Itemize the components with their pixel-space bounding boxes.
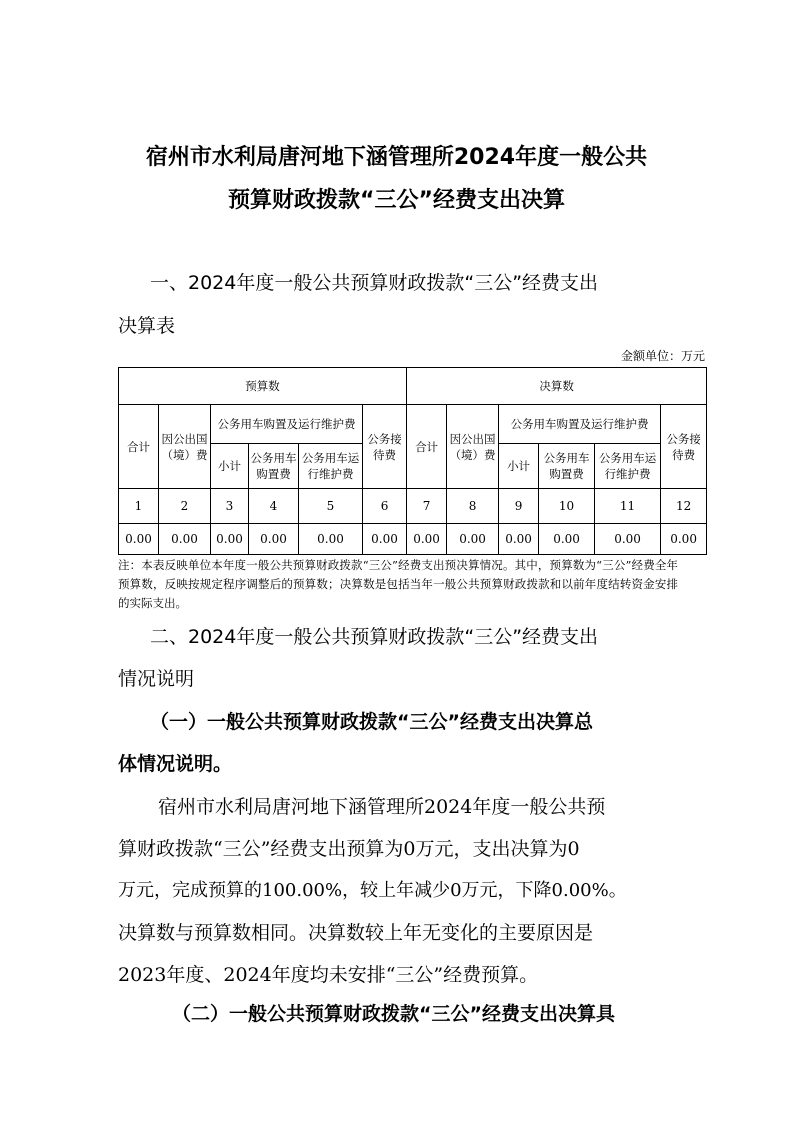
subsection-1-heading-line-1: （一）一般公共预算财政拨款“三公”经费支出决算总	[150, 711, 593, 733]
subsection-2-heading-line-1: （二）一般公共预算财政拨款“三公”经费支出决算具	[172, 1003, 615, 1025]
final-total-header: 合计	[407, 405, 447, 489]
value-cell: 0.00	[159, 524, 211, 555]
index-cell: 5	[299, 489, 363, 524]
value-cell: 0.00	[119, 524, 159, 555]
final-subtotal-header: 小计	[499, 444, 539, 489]
budget-maintenance-header: 公务用车运 行维护费	[299, 444, 363, 489]
value-cell: 0.00	[539, 524, 595, 555]
value-cell: 0.00	[447, 524, 499, 555]
subsection-1-heading-line-2: 体情况说明。	[118, 753, 233, 775]
final-reception-header: 公务接 待费	[661, 405, 707, 489]
index-cell: 6	[363, 489, 407, 524]
budget-purchase-header: 公务用车 购置费	[249, 444, 299, 489]
index-cell: 10	[539, 489, 595, 524]
index-cell: 7	[407, 489, 447, 524]
index-cell: 9	[499, 489, 539, 524]
section-2-heading-line-2: 情况说明	[118, 668, 195, 690]
final-abroad-header: 因公出国 （境）费	[447, 405, 499, 489]
section-1-heading-line-2: 决算表	[118, 315, 176, 337]
budget-total-header: 合计	[119, 405, 159, 489]
final-vehicle-header: 公务用车购置及运行维护费	[499, 405, 661, 444]
section-1-heading-line-1: 一、2024年度一般公共预算财政拨款“三公”经费支出	[150, 272, 599, 294]
budget-reception-header: 公务接 待费	[363, 405, 407, 489]
body-line-1: 宿州市水利局唐河地下涵管理所2024年度一般公共预	[158, 796, 606, 818]
value-cell: 0.00	[407, 524, 447, 555]
value-cell: 0.00	[661, 524, 707, 555]
value-cell: 0.00	[363, 524, 407, 555]
index-cell: 3	[211, 489, 249, 524]
value-cell: 0.00	[499, 524, 539, 555]
budget-vehicle-header: 公务用车购置及运行维护费	[211, 405, 363, 444]
final-header: 决算数	[407, 368, 707, 405]
final-purchase-header: 公务用车 购置费	[539, 444, 595, 489]
value-cell: 0.00	[299, 524, 363, 555]
body-line-5: 2023年度、2024年度均未安排“三公”经费预算。	[118, 964, 539, 986]
value-cell: 0.00	[211, 524, 249, 555]
unit-label: 金额单位：万元	[620, 349, 705, 363]
section-2-heading-line-1: 二、2024年度一般公共预算财政拨款“三公”经费支出	[150, 626, 599, 648]
value-cell: 0.00	[249, 524, 299, 555]
index-cell: 12	[661, 489, 707, 524]
table-note: 注：本表反映单位本年度一般公共预算财政拨款“三公”经费支出预决算情况。其中，预算数为“三公”经费全年预算数，反映按规定程序调整后的预算数；决算数是包括当年一般公共预算财政拨款和以前年度结转资金安排的实际支出。	[118, 558, 678, 610]
index-cell: 4	[249, 489, 299, 524]
body-line-2: 算财政拨款“三公”经费支出预算为0万元，支出决算为0	[118, 838, 580, 860]
final-maintenance-header: 公务用车运 行维护费	[595, 444, 661, 489]
body-line-3: 万元，完成预算的100.00%，较上年减少0万元，下降0.00%。	[118, 880, 627, 901]
index-cell: 1	[119, 489, 159, 524]
index-cell: 11	[595, 489, 661, 524]
document-title-line-1: 宿州市水利局唐河地下涵管理所2024年度一般公共	[145, 145, 648, 170]
value-cell: 0.00	[595, 524, 661, 555]
document-title-line-2: 预算财政拨款“三公”经费支出决算	[228, 188, 565, 213]
budget-subtotal-header: 小计	[211, 444, 249, 489]
body-line-4: 决算数与预算数相同。决算数较上年无变化的主要原因是	[118, 922, 594, 944]
budget-header: 预算数	[119, 368, 407, 405]
index-cell: 8	[447, 489, 499, 524]
index-cell: 2	[159, 489, 211, 524]
budget-abroad-header: 因公出国 （境）费	[159, 405, 211, 489]
three-public-expense-table	[118, 367, 707, 555]
